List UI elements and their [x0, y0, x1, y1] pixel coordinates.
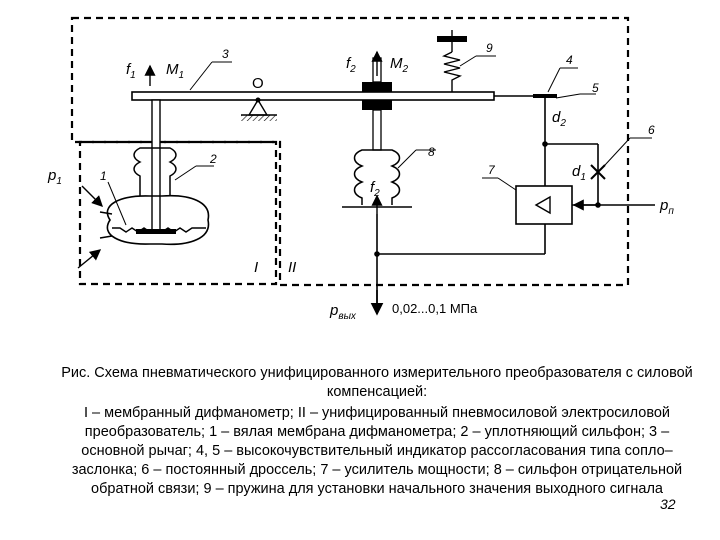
label-9: 9 — [486, 41, 493, 55]
svg-text:pвых: $p_{вых}$ — [330, 302, 356, 322]
label-M1: M — [166, 61, 179, 78]
label-6: 6 — [648, 123, 655, 137]
page-number: 32 — [660, 496, 676, 512]
label-1: 1 — [100, 169, 107, 183]
svg-text:M1: $M_1$ — [166, 61, 185, 81]
svg-text:f1: $f_1$ — [126, 61, 136, 81]
pivot-support — [241, 98, 277, 122]
label-pp: p — [660, 197, 669, 214]
label-block-ii: II — [288, 259, 297, 276]
svg-text:pп: $p_п$ — [660, 197, 674, 217]
label-f2-bellows: f — [370, 179, 375, 196]
label-block-i: I — [254, 259, 259, 276]
label-3: 3 — [222, 47, 229, 61]
svg-text:d2: $d_2$ — [552, 109, 566, 129]
label-p1: p — [48, 167, 57, 184]
label-4: 4 — [566, 53, 573, 67]
label-8: 8 — [428, 145, 435, 159]
svg-text:p1: $p_1$ — [48, 167, 62, 187]
diff-manometer-chamber — [78, 148, 208, 268]
feedback-bellows — [342, 150, 412, 214]
main-lever — [132, 92, 494, 100]
svg-text:f2: $f_2$ — [370, 179, 380, 199]
label-f2: f — [346, 55, 351, 72]
zero-setting-spring — [437, 30, 467, 92]
label-7: 7 — [488, 163, 495, 177]
label-pout: p — [330, 302, 339, 319]
feedback-coupling — [362, 52, 392, 150]
label-5: 5 — [592, 81, 599, 95]
figure-caption-legend: I – мембранный дифманометр; II – унифицированный пневмосиловой электросиловой преобразователь; 1 – вялая мембрана дифманометра; 2 – уплотняющий сильфон; 3 – основной рычаг; 4, 5 – высокочувствительный индикатор рассогласования типа сопло–заслонка; 6 – постоянный дроссель; 7 – усилитель мощности; 8 – сильфон отрицательной обратной связи; 9 – пружина для установки начального значения выходного сигнала — [71, 405, 683, 497]
svg-text:d1: $d_1$ — [572, 163, 586, 183]
label-d1: d — [572, 163, 581, 180]
label-2: 2 — [210, 152, 217, 166]
svg-text:f2: $f_2$ — [346, 55, 356, 75]
power-amplifier — [516, 186, 655, 254]
figure-caption-title: Рис. Схема пневматического унифицированного измерительного преобразователя с силовой компенсацией: — [61, 365, 693, 400]
connecting-rod — [152, 100, 160, 230]
label-M2: M — [390, 55, 403, 72]
label-d2: d — [552, 109, 561, 126]
label-O: O — [252, 75, 264, 92]
label-range: 0,02...0,1 МПа — [392, 301, 478, 316]
label-f1: f — [126, 61, 131, 78]
svg-text:M2: $M_2$ — [390, 55, 409, 75]
